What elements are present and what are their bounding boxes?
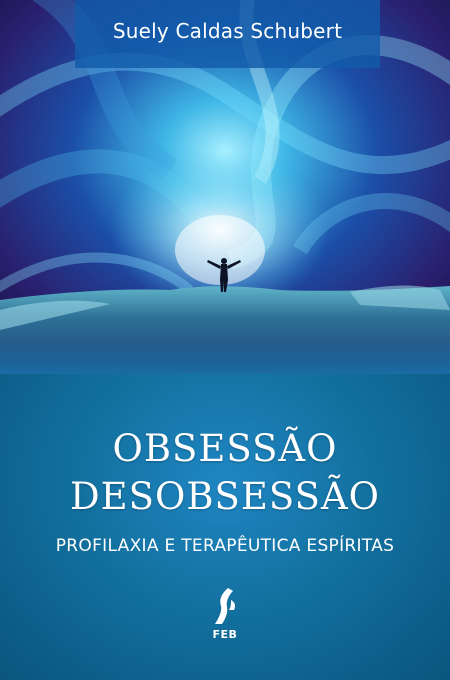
author-name: Suely Caldas Schubert [112,19,343,43]
subtitle: PROFILAXIA E TERAPÊUTICA ESPÍRITAS [55,536,395,556]
title-line-2: DESOBSESSÃO [70,475,380,518]
publisher-name: FEB [212,628,238,641]
publisher-logo [205,586,245,642]
title-line-1: OBSESSÃO [112,427,338,470]
author-band [75,0,380,68]
feb-logo-icon [205,586,245,626]
